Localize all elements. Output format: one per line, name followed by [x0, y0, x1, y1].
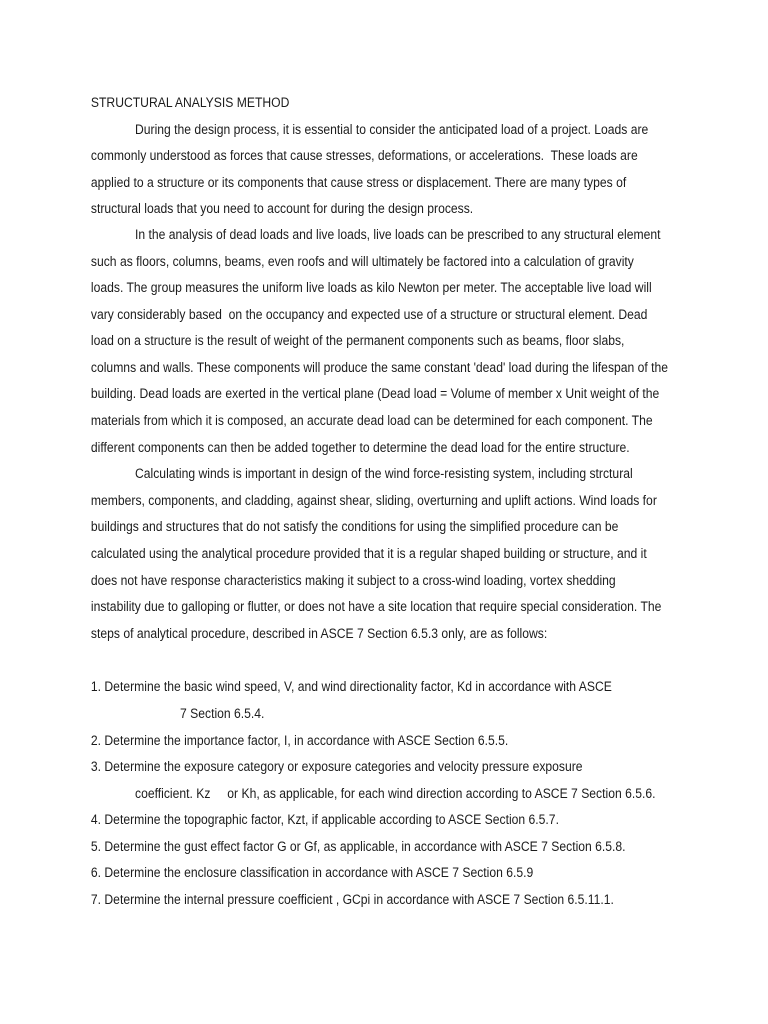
paragraph-2-line: materials from which it is composed, an accurate dead load can be determined for each component. The: [90, 413, 653, 428]
step-item: 5. Determine the gust effect factor G or Gf, as applicable, in accordance with ASCE 7 Section 6.5.8.: [90, 839, 626, 854]
paragraph-1-line: applied to a structure or its components that cause stress or displacement. There are many types of: [90, 175, 627, 190]
paragraph-3-line: steps of analytical procedure, described in ASCE 7 Section 6.5.3 only, are as follows:: [90, 626, 548, 641]
step-item: 2. Determine the importance factor, I, in accordance with ASCE Section 6.5.5.: [90, 733, 509, 748]
page-title: STRUCTURAL ANALYSIS METHOD: [90, 95, 290, 110]
paragraph-2-line: loads. The group measures the uniform live loads as kilo Newton per meter. The acceptable live load will: [90, 280, 652, 295]
step-item: 3. Determine the exposure category or exposure categories and velocity pressure exposure: [90, 759, 583, 774]
step-item: 7. Determine the internal pressure coefficient , GCpi in accordance with ASCE 7 Section 6.5.11.1.: [90, 892, 614, 907]
paragraph-2-line: columns and walls. These components will produce the same constant 'dead' load during the lifespan of the: [90, 360, 669, 375]
paragraph-1-line: structural loads that you need to account for during the design process.: [90, 201, 474, 216]
paragraph-1-line: During the design process, it is essential to consider the anticipated load of a project. Loads are: [135, 122, 649, 137]
paragraph-3-line: buildings and structures that do not satisfy the conditions for using the simplified procedure can be: [90, 519, 619, 534]
paragraph-3-line: does not have response characteristics making it subject to a cross-wind loading, vortex shedding: [90, 573, 616, 588]
paragraph-2-line: different components can then be added together to determine the dead load for the entire structure.: [90, 440, 630, 455]
paragraph-3-line: calculated using the analytical procedure provided that it is a regular shaped building or structure, and it: [90, 546, 647, 561]
step-item-continuation: coefficient. Kz or Kh, as applicable, for each wind direction according to ASCE 7 Section 6.5.6.: [135, 786, 656, 801]
paragraph-2-line: such as floors, columns, beams, even roofs and will ultimately be factored into a calculation of gravity: [90, 254, 634, 269]
paragraph-2-line: building. Dead loads are exerted in the vertical plane (Dead load = Volume of member x Unit weight of the: [90, 386, 660, 401]
paragraph-2-line: In the analysis of dead loads and live loads, live loads can be prescribed to any structural element: [135, 227, 661, 242]
step-item: 4. Determine the topographic factor, Kzt, if applicable according to ASCE Section 6.5.7.: [90, 812, 559, 827]
step-item-continuation: 7 Section 6.5.4.: [180, 706, 265, 721]
paragraph-1-line: commonly understood as forces that cause stresses, deformations, or accelerations. These loads are: [90, 148, 638, 163]
paragraph-2-line: vary considerably based on the occupancy and expected use of a structure or structural element. Dead: [90, 307, 648, 322]
step-item: 6. Determine the enclosure classification in accordance with ASCE 7 Section 6.5.9: [90, 865, 534, 880]
step-item: 1. Determine the basic wind speed, V, and wind directionality factor, Kd in accordance with ASCE: [90, 679, 612, 694]
paragraph-2-line: load on a structure is the result of weight of the permanent components such as beams, floor slabs,: [90, 333, 625, 348]
paragraph-3-line: members, components, and cladding, against shear, sliding, overturning and uplift actions. Wind loads for: [90, 493, 657, 508]
paragraph-3-line: Calculating winds is important in design of the wind force-resisting system, including strctural: [135, 466, 633, 481]
paragraph-3-line: instability due to galloping or flutter, or does not have a site location that require special consideration. The: [90, 599, 662, 614]
